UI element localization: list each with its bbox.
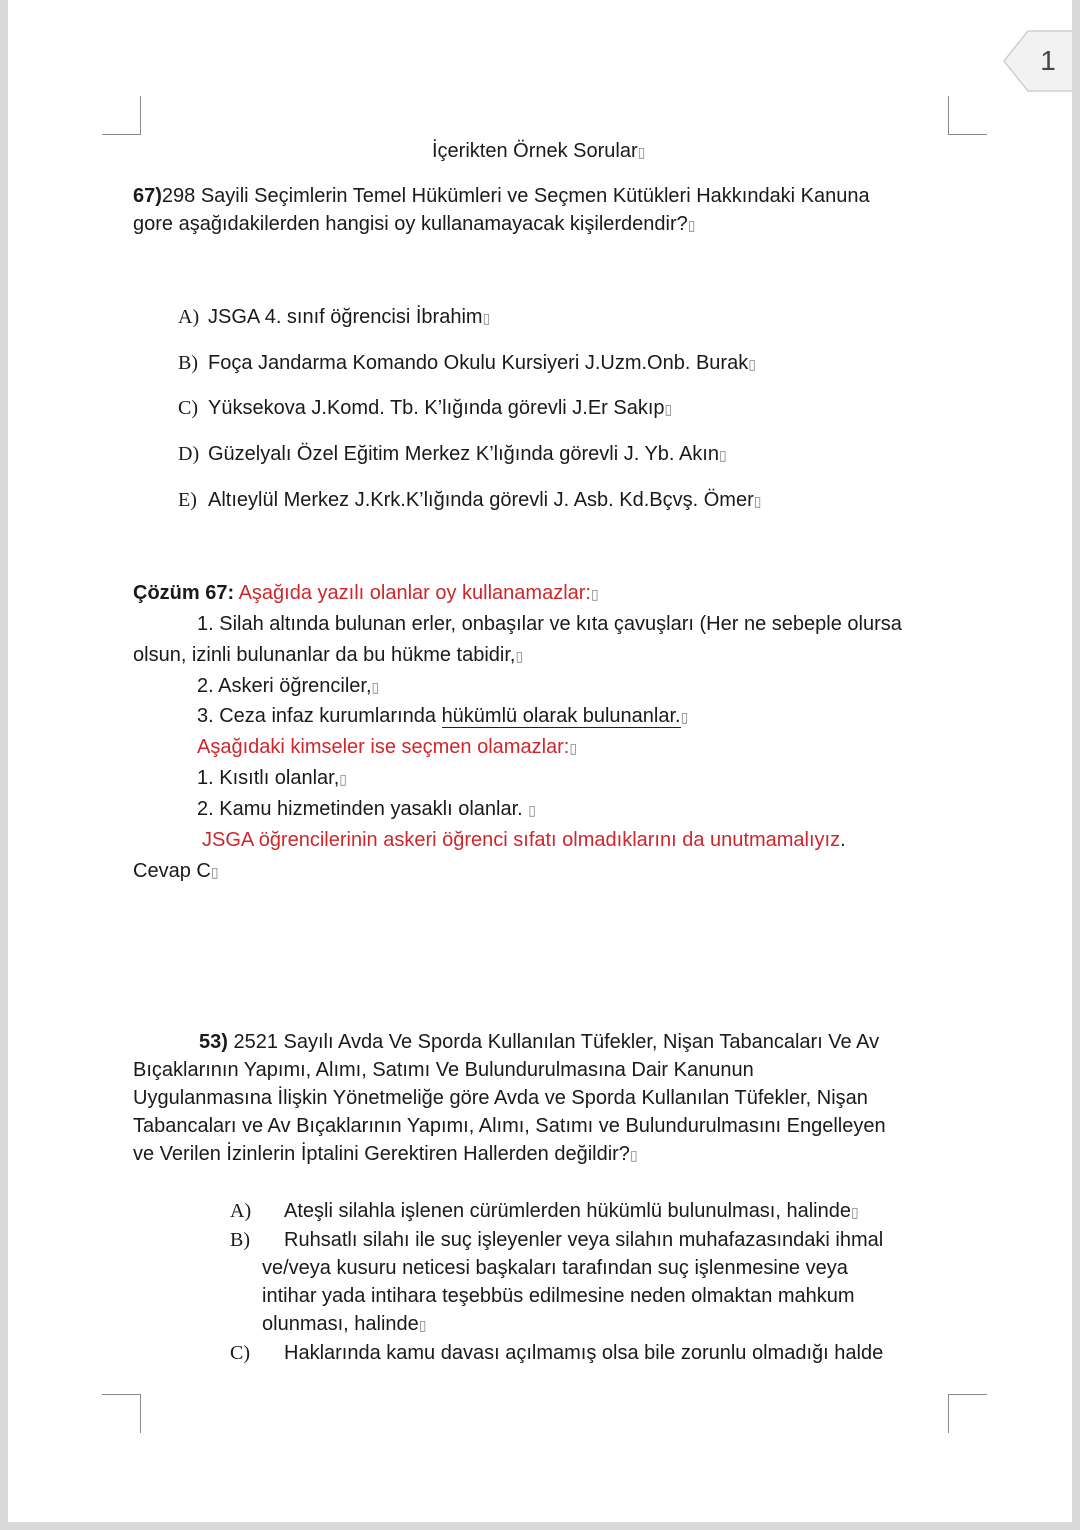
q53-option-c: C) Haklarında kamu davası açılmamış olsa bile zorunlu olmadığı halde	[230, 1342, 884, 1364]
q53-line3: Uygulanmasına İlişkin Yönetmeliğe göre Avda ve Sporda Kullanılan Tüfekler, Nişan	[133, 1087, 868, 1109]
page-title: İçerikten Örnek Sorular▯	[432, 140, 646, 162]
q53-option-b-line1: B) Ruhsatlı silahı ile suç işleyenler veya silahın muhafazasındaki ihmal	[230, 1229, 884, 1251]
q53-line4: Tabancaları ve Av Bıçaklarının Yapımı, Alımı, Satımı ve Bulundurulmasını Engelleyen	[133, 1115, 886, 1137]
q53-option-b-line4: olunması, halinde▯	[262, 1313, 427, 1335]
sol67-answer: Cevap C▯	[133, 860, 219, 882]
sol67-item1b: olsun, izinli bulunanlar da bu hükme tabidir,▯	[133, 644, 524, 666]
q53-option-a: A) Ateşli silahla işlenen cürümlerden hükümlü bulunulması, halinde▯	[230, 1200, 859, 1222]
q53-option-b-line2: ve/veya kusuru neticesi başkaları tarafından suç işlenmesine veya	[262, 1257, 848, 1279]
margin-corner-bottom-right	[948, 1394, 987, 1433]
margin-corner-bottom-left	[102, 1394, 141, 1433]
q67-option-b: B) Foça Jandarma Komando Okulu Kursiyeri J.Uzm.Onb. Burak▯	[178, 352, 756, 374]
q67-option-e: E) Altıeylül Merkez J.Krk.K’lığında görevli J. Asb. Kd.Bçvş. Ömer▯	[178, 489, 762, 511]
sol67-item1a: 1. Silah altında bulunan erler, onbaşılar ve kıta çavuşları (Her ne sebeple olursa	[197, 613, 902, 635]
margin-corner-top-left	[102, 96, 141, 135]
q53-line5: ve Verilen İzinlerin İptalini Gerektiren Hallerden değildir?▯	[133, 1143, 638, 1165]
sol67-note: JSGA öğrencilerinin askeri öğrenci sıfatı olmadıklarını da unutmamalıyız.	[202, 829, 846, 851]
sol67-item4: 1. Kısıtlı olanlar,▯	[197, 767, 348, 789]
sol67-item2: 2. Askeri öğrenciler,▯	[197, 675, 380, 697]
page-number: 1	[1040, 45, 1056, 76]
q53-line1: 53) 2521 Sayılı Avda Ve Sporda Kullanılan Tüfekler, Nişan Tabancaları Ve Av	[199, 1031, 880, 1053]
sol67-heading: Çözüm 67: Aşağıda yazılı olanlar oy kullanamazlar:▯	[133, 582, 599, 604]
sol67-item5: 2. Kamu hizmetinden yasaklı olanlar. ▯	[197, 798, 537, 820]
q53-option-b-line3: intihar yada intihara teşebbüs edilmesine neden olmaktan mahkum	[262, 1285, 855, 1307]
q67-line2: gore aşağıdakilerden hangisi oy kullanamayacak kişilerdendir?▯	[133, 213, 696, 235]
q67-line1: 67)298 Sayili Seçimlerin Temel Hükümleri ve Seçmen Kütükleri Hakkındaki Kanuna	[133, 185, 870, 207]
sol67-heading2: Aşağıdaki kimseler ise seçmen olamazlar:▯	[197, 736, 578, 758]
q67-option-d: D) Güzelyalı Özel Eğitim Merkez K’lığında görevli J. Yb. Akın▯	[178, 443, 727, 465]
page-number-badge[interactable]	[1002, 30, 1072, 92]
margin-corner-top-right	[948, 96, 987, 135]
sol67-item3: 3. Ceza infaz kurumlarında hükümlü olarak bulunanlar.▯	[197, 705, 689, 727]
q53-line2: Bıçaklarının Yapımı, Alımı, Satımı Ve Bulundurulmasına Dair Kanunun	[133, 1059, 754, 1081]
q67-option-a: A) JSGA 4. sınıf öğrencisi İbrahim▯	[178, 306, 491, 328]
q67-option-c: C) Yüksekova J.Komd. Tb. K’lığında görevli J.Er Sakıp▯	[178, 397, 673, 419]
